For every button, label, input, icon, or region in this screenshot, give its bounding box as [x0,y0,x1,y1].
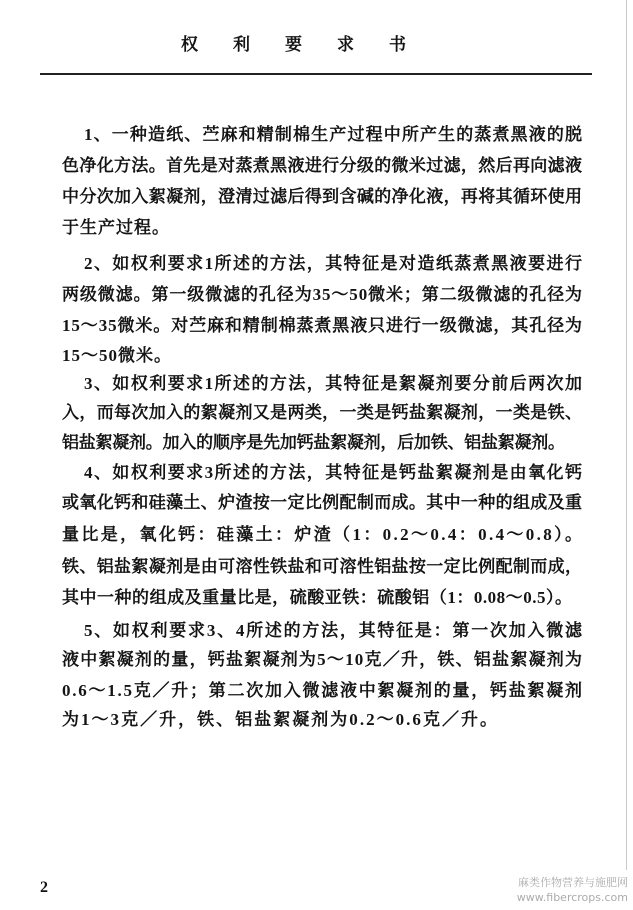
claim-line: 为1～3克／升，铁、铝盐絮凝剂为0.2～0.6克／升。 [62,710,500,729]
watermark-url: www.fibercrops.com [516,891,628,904]
claim-line: 15～50微米。 [62,346,172,365]
title-divider [40,73,592,75]
claim-line: 1、一种造纸、苎麻和精制棉生产过程中所产生的蒸煮黑液的脱 [84,125,584,144]
claim-line: 铝盐絮凝剂。加入的顺序是先加钙盐絮凝剂，后加铁、铝盐絮凝剂。 [62,433,565,452]
claim-line: 色净化方法。首先是对蒸煮黑液进行分级的微米过滤，然后再向滤液 [62,156,583,175]
page-number: 2 [40,879,48,896]
claim-line: 于生产过程。 [62,218,170,237]
claim-line: 4、如权利要求3所述的方法，其特征是钙盐絮凝剂是由氧化钙 [84,463,584,482]
claim-line: 液中絮凝剂的量，钙盐絮凝剂为5～10克／升，铁、铝盐絮凝剂为 [62,650,584,669]
claim-line: 15～35微米。对苎麻和精制棉蒸煮黑液只进行一级微滤，其孔径为 [62,316,583,335]
claim-line: 铁、铝盐絮凝剂是由可溶性铁盐和可溶性铝盐按一定比例配制而成， [62,557,583,576]
claim-line: 其中一种的组成及重量比是，硫酸亚铁：硫酸铝（1：0.08～0.5）。 [62,588,573,607]
claim-line: 0.6～1.5克／升；第二次加入微滤液中絮凝剂的量，钙盐絮凝剂 [62,681,584,700]
watermark-site-name: 麻类作物营养与施肥网 [518,876,628,889]
claim-line: 入，而每次加入的絮凝剂又是两类，一类是钙盐絮凝剂，一类是铁、 [62,403,583,422]
claim-line: 或氧化钙和硅藻土、炉渣按一定比例配制而成。其中一种的组成及重 [62,493,583,512]
claim-line: 3、如权利要求1所述的方法，其特征是絮凝剂要分前后两次加 [84,374,584,393]
claim-line: 2、如权利要求1所述的方法，其特征是对造纸蒸煮黑液要进行 [84,254,584,273]
claim-line: 5、如权利要求3、4所述的方法，其特征是：第一次加入微滤 [84,621,584,640]
claim-line: 量比是，氧化钙：硅藻土：炉渣（1：0.2～0.4：0.4～0.8）。 [62,525,585,544]
scan-edge-line [626,0,627,870]
document-title: 权利要求书 [181,35,441,54]
claim-line: 两级微滤。第一级微滤的孔径为35～50微米；第二级微滤的孔径为 [62,285,583,304]
claim-line: 中分次加入絮凝剂，澄清过滤后得到含碱的净化液，再将其循环使用 [62,187,583,206]
